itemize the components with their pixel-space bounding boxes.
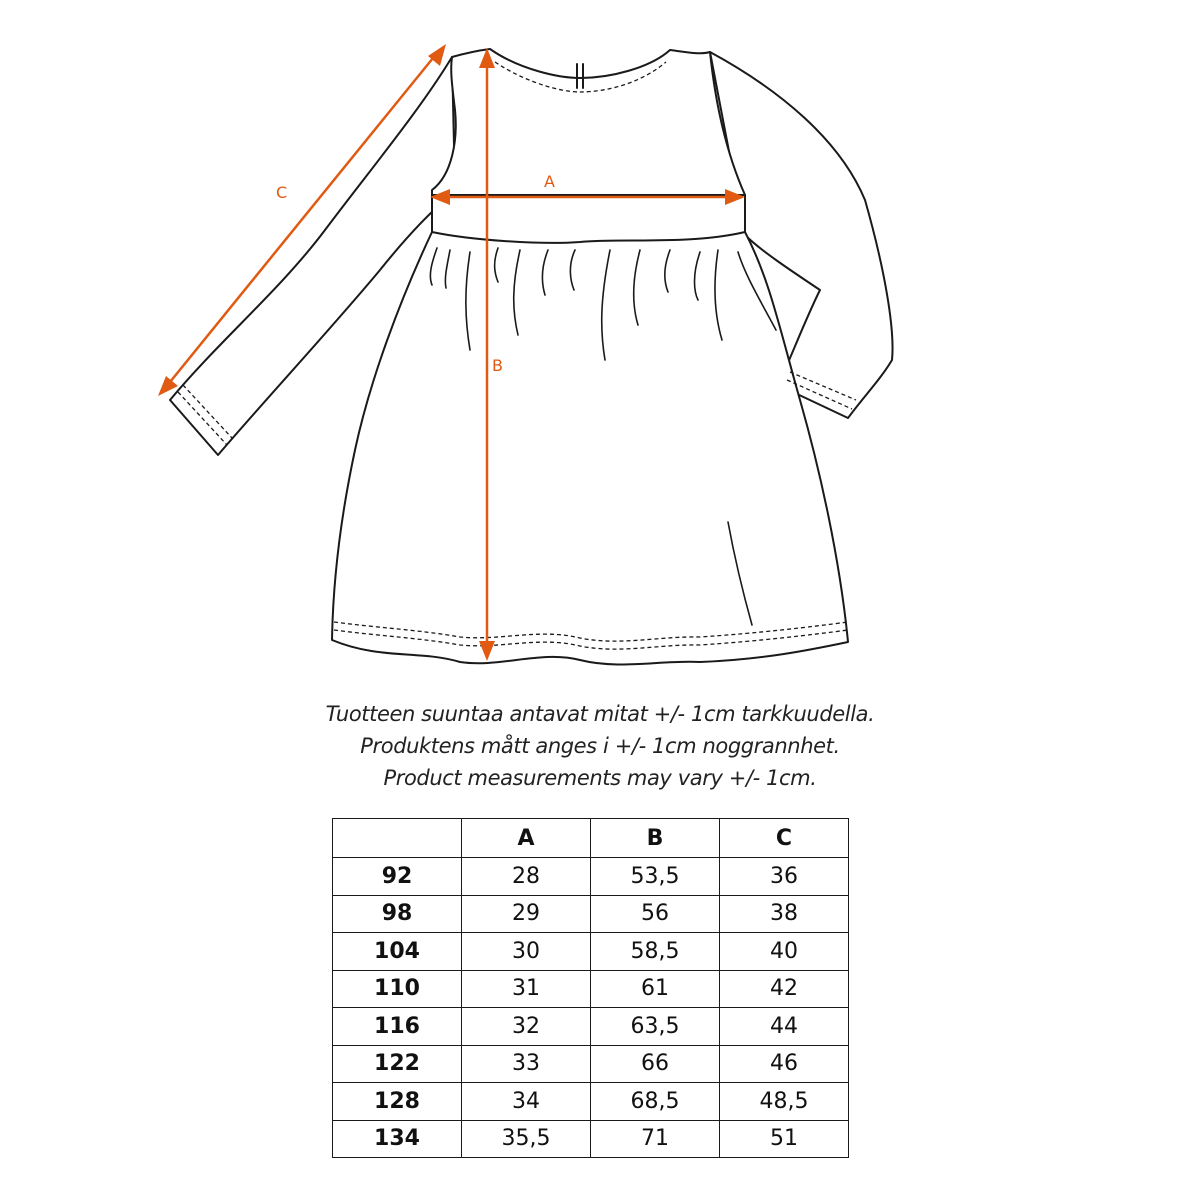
c-cell: 44	[720, 1008, 849, 1046]
b-cell: 61	[591, 970, 720, 1008]
bodice	[432, 49, 745, 243]
table-row	[333, 970, 849, 1008]
a-cell: 29	[462, 895, 591, 933]
dimension-c-label: C	[276, 183, 288, 202]
size-cell: 92	[333, 858, 462, 896]
a-cell: 30	[462, 933, 591, 971]
c-cell: 36	[720, 858, 849, 896]
size-cell: 110	[333, 970, 462, 1008]
a-cell: 35,5	[462, 1120, 591, 1158]
a-cell: 31	[462, 970, 591, 1008]
table-row	[333, 895, 849, 933]
note-finnish: Tuotteen suuntaa antavat mitat +/- 1cm tarkkuudella.	[325, 702, 875, 726]
header-c: C	[720, 819, 849, 858]
table-row	[333, 1045, 849, 1083]
c-cell: 40	[720, 933, 849, 971]
c-cell: 51	[720, 1120, 849, 1158]
table-row	[333, 1083, 849, 1121]
table-row	[333, 933, 849, 971]
header-a: A	[462, 819, 591, 858]
skirt	[332, 232, 848, 665]
c-cell: 42	[720, 970, 849, 1008]
dimension-a-label: A	[544, 172, 555, 191]
size-cell: 128	[333, 1083, 462, 1121]
size-table	[332, 818, 849, 1158]
header-b: B	[591, 819, 720, 858]
table-row	[333, 1008, 849, 1046]
size-cell: 134	[333, 1120, 462, 1158]
a-cell: 28	[462, 858, 591, 896]
a-cell: 32	[462, 1008, 591, 1046]
b-cell: 71	[591, 1120, 720, 1158]
size-cell: 104	[333, 933, 462, 971]
dimension-b-label: B	[492, 356, 503, 375]
note-english: Product measurements may vary +/- 1cm.	[383, 766, 817, 790]
b-cell: 63,5	[591, 1008, 720, 1046]
header-empty	[333, 819, 462, 858]
b-cell: 53,5	[591, 858, 720, 896]
b-cell: 58,5	[591, 933, 720, 971]
table-row	[333, 1120, 849, 1158]
a-cell: 34	[462, 1083, 591, 1121]
table-row	[333, 858, 849, 896]
table-header-row	[333, 819, 849, 858]
b-cell: 68,5	[591, 1083, 720, 1121]
size-cell: 122	[333, 1045, 462, 1083]
c-cell: 46	[720, 1045, 849, 1083]
a-cell: 33	[462, 1045, 591, 1083]
c-cell: 38	[720, 895, 849, 933]
b-cell: 66	[591, 1045, 720, 1083]
size-cell: 116	[333, 1008, 462, 1046]
note-swedish: Produktens mått anges i +/- 1cm noggrannhet.	[360, 734, 840, 758]
size-cell: 98	[333, 895, 462, 933]
measurement-notes	[0, 698, 1200, 794]
b-cell: 56	[591, 895, 720, 933]
c-cell: 48,5	[720, 1083, 849, 1121]
